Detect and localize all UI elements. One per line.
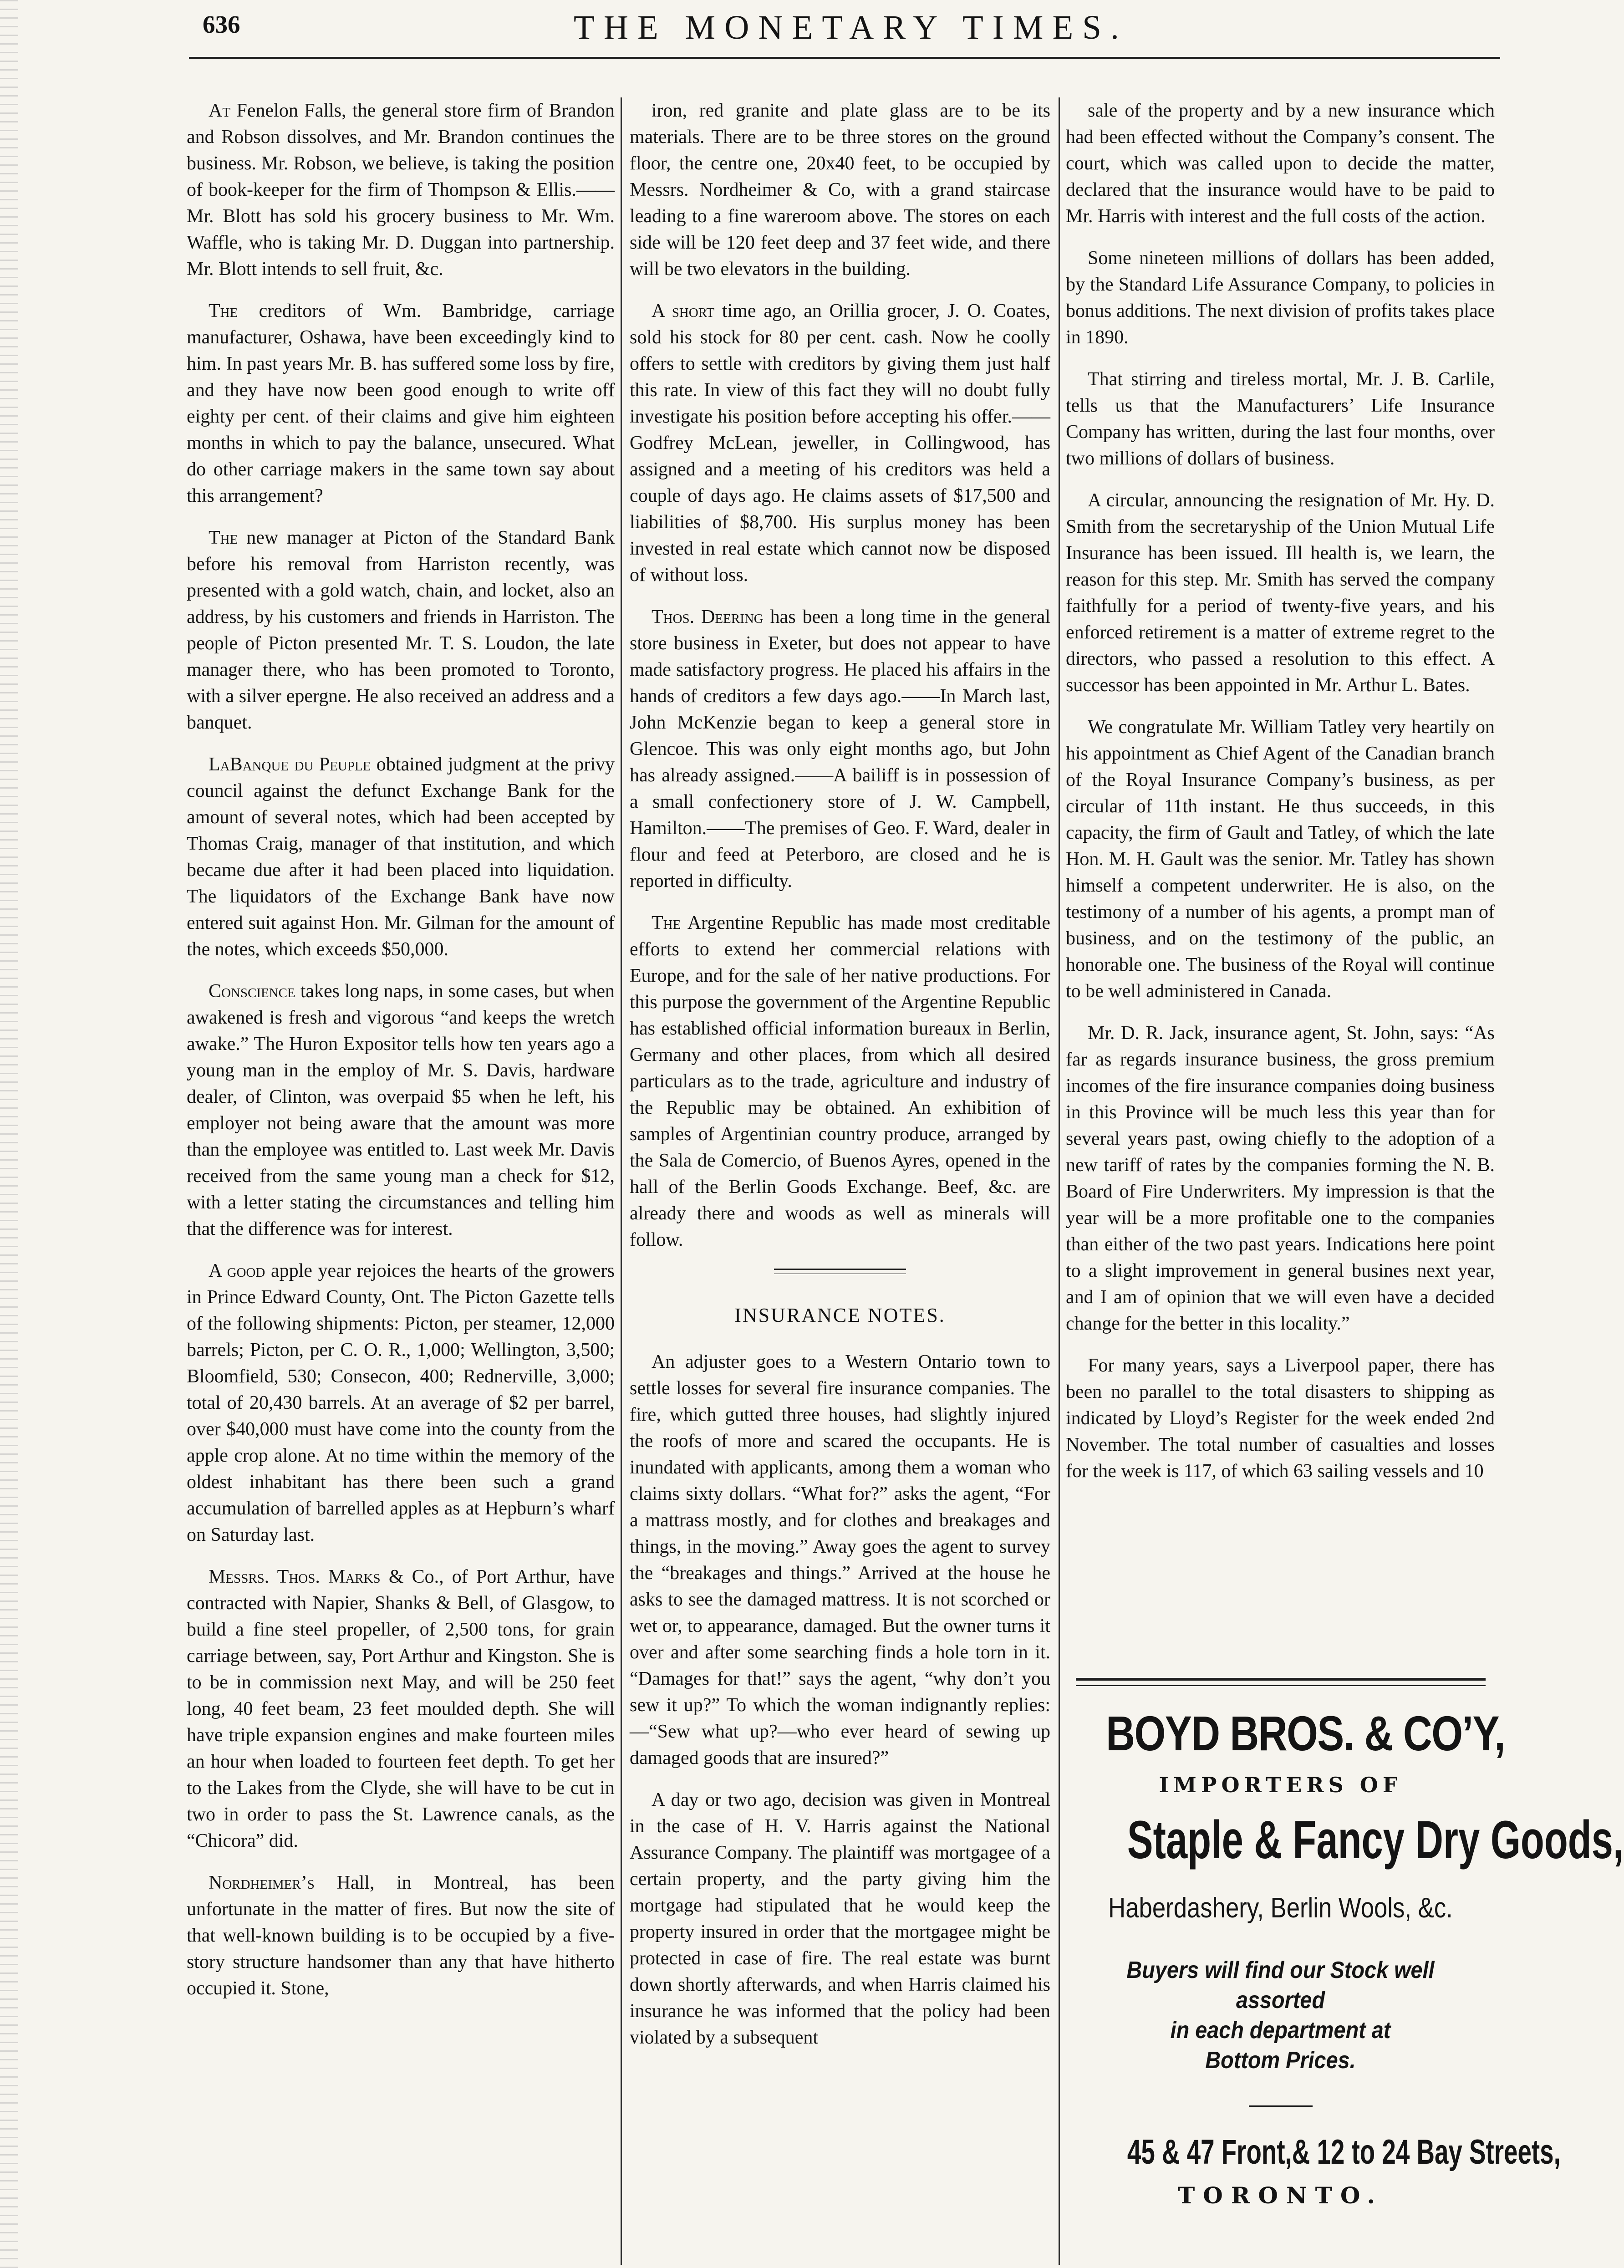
- col3-paragraphs: [1066, 97, 1495, 1484]
- article-paragraph: [1066, 714, 1495, 1004]
- ad-address: 45 & 47 Front,& 12 to 24 Bay Streets,: [1127, 2133, 1561, 2171]
- paragraph-text: An adjuster goes to a Western Ontario town to settle losses for several fire insurance companies. The fire, which gutted three houses, had slightly injured the roofs of more and scared the occupants. He is inundated with applicants, among them a woman who claims sixty dollars. “What for?” asks the agent, “For a mattrass mostly, and for clothes and breakages and things, in the moving.” Away goes the agent to survey the “breakages and things.” Arrived at the house he asks to see the damaged mattress. It is not scorched or wet or, to appearance, damaged. But the owner turns it over and after some searching finds a hole torn in it. “Damages for that!” says the agent, “why don’t you sew it up?” To which the woman indignantly replies:—“Sew what up?—who ever heard of sewing up damaged goods that are insured?”: [630, 1351, 1050, 1769]
- paragraph-lead: LaBanque du Peuple: [209, 754, 371, 775]
- paragraph-text: sale of the property and by a new insurance which had been effected without the Company’s consent. The court, which was called upon to decide the matter, declared that the insurance would have to be paid to Mr. Harris with interest and the full costs of the action.: [1066, 100, 1495, 227]
- paragraph-text: takes long naps, in some cases, but when awakened is fresh and vigorous “and keeps the wretch awake.” The Huron Expositor tells how ten years ago a young man in the employ of Mr. S. Davis, hardware dealer, of Clinton, was overpaid $5 when he left, his employer not being aware that the amount was more than the employee was entitled to. Last week Mr. Davis received from the same young man a check for $12, with a letter stating the circumstances and telling him that the difference was for interest.: [187, 981, 615, 1239]
- scan-margin: [0, 0, 18, 2268]
- article-paragraph: [630, 1787, 1050, 2051]
- article-paragraph: [630, 1349, 1050, 1771]
- insurance-notes-heading: INSURANCE NOTES.: [734, 1304, 946, 1326]
- paragraph-text: obtained judgment at the privy council against the defunct Exchange Bank for the amount of several notes, which had been accepted by Thomas Craig, manager of that institution, and which became due after it had been placed into liquidation. The liquidators of the Exchange Bank have now entered suit against Hon. Mr. Gilman for the amount of the notes, which exceeds $50,000.: [187, 754, 615, 960]
- article-paragraph: [630, 97, 1050, 282]
- paragraph-text: We congratulate Mr. William Tatley very heartily on his appointment as Chief Agent of the Canadian branch of the Royal Insurance Company’s business, as per circular of 11th instant. He thus succeeds, in this capacity, the firm of Gault and Tatley, of which the late Hon. M. H. Gault was the senior. Mr. Tatley has shown himself a competent underwriter. He is also, on the testimony of a number of his agents, a prompt man of business, and on the testimony of the public, an honorable one. The business of the Royal will continue to be well administered in Canada.: [1066, 717, 1495, 1002]
- paragraph-text: has been a long time in the general store business in Exeter, but does not appear to have made satisfactory progress. He placed his affairs in the hands of creditors a few days ago.——In March last, John McKenzie began to keep a general store in Glencoe. This was only eight months ago, but John has already assigned.——A bailiff is in possession of a small confectionery store of J. W. Campbell, Hamilton.——The premises of Geo. F. Ward, dealer in flour and feed at Peterboro, are closed and he is reported in difficulty.: [630, 606, 1050, 892]
- paragraph-lead: The: [209, 527, 238, 548]
- header-rule: [189, 57, 1500, 59]
- article-paragraph: [187, 1258, 615, 1548]
- article-paragraph: [630, 298, 1050, 588]
- page-number: 636: [203, 10, 240, 38]
- column-2: [630, 97, 1050, 2066]
- article-paragraph: [187, 525, 615, 736]
- paragraph-lead: Nordheimer’s: [209, 1872, 315, 1893]
- article-paragraph: [1066, 366, 1495, 472]
- paragraph-text: That stirring and tireless mortal, Mr. J. B. Carlile, tells us that the Manufacturers’ Life Insurance Company has written, during the last four months, over two millions of dollars of business.: [1066, 369, 1495, 469]
- paragraph-lead: The: [652, 912, 681, 933]
- paragraph-text: Some nineteen millions of dollars has been added, by the Standard Life Assurance Company, to policies in bonus additions. The next division of profits takes place in 1890.: [1066, 248, 1495, 348]
- paragraph-lead: Messrs. Thos. Marks: [209, 1566, 381, 1587]
- column-3: [1066, 97, 1495, 1500]
- boyd-bros-advertisement: [1068, 1678, 1624, 2268]
- ad-goods-line: Staple & Fancy Dry Goods,: [1127, 1810, 1624, 1870]
- paragraph-text: A day or two ago, decision was given in Montreal in the case of H. V. Harris against the National Assurance Company. The plaintiff was mortgagee of a certain property, and the party giving him the mortgage had stipulated that he would keep the property insured in order that the mortgagee might be protected in case of fire. The real estate was burnt down shortly afterwards, and when Harris claimed his insurance he was informed that the policy had been violated by a subsequent: [630, 1789, 1050, 2048]
- column-rule-1: [621, 97, 622, 2265]
- paragraph-text: creditors of Wm. Bambridge, carriage manufacturer, Oshawa, have been exceedingly kind to him. In past years Mr. B. has suffered some loss by fire, and they have now been good enough to write off eighty per cent. of their claims and give him eighteen months in which to pay the balance, unsecured. What do other carriage makers in the same town say about this arrangement?: [187, 301, 615, 506]
- article-paragraph: [187, 751, 615, 963]
- article-paragraph: [187, 1564, 615, 1854]
- paragraph-lead: The: [209, 301, 238, 321]
- paragraph-text: Mr. D. R. Jack, insurance agent, St. John, says: “As far as regards insurance business, the gross premium incomes of the fire insurance companies doing business in this Province will be much less this year than for several years past, owing chiefly to the adoption of a new tariff of rates by the companies forming the N. B. Board of Fire Underwriters. My impression is that the year will be a more profitable one to the companies than either of the two past years. Indications here point to a slight improvement in general busines next year, and I am of opinion that we will even have a decided change for the better in this locality.”: [1066, 1023, 1495, 1334]
- article-paragraph: [1066, 1352, 1495, 1484]
- paragraph-text: apple year rejoices the hearts of the growers in Prince Edward County, Ont. The Picton Gazette tells of the following shipments: Picton, per steamer, 12,000 barrels; Picton, per C. O. R., 1,000; Wellington, 3,500; Bloomfield, 530; Consecon, 400; Rednerville, 3,000; total of 20,430 barrels. At an average of $2 per barrel, over $40,000 must have come into the county from the apple crop alone. At no time within the memory of the oldest inhabitant has there been such a grand accumulation of barrelled apples as at Hepburn’s wharf on Saturday last.: [187, 1260, 615, 1545]
- paragraph-text: new manager at Picton of the Standard Bank before his removal from Harriston recently, was presented with a gold watch, chain, and locket, also an address, by his customers and friends in Harriston. The people of Picton presented Mr. T. S. Loudon, the late manager there, who has been promoted to Toronto, with a silver epergne. He also received an address and a banquet.: [187, 527, 615, 733]
- article-paragraph: [187, 978, 615, 1242]
- paragraph-text: Argentine Republic has made most creditable efforts to extend her commercial relations with Europe, and for the sale of her native productions. For this purpose the government of the Argentine Republic has established official information bureaux in Berlin, Germany and other places, from which all desired particulars as to the trade, agriculture and industry of the Republic may be obtained. An exhibition of samples of Argentinian country produce, arranged by the Sala de Comercio, of Buenos Ayres, opened in the hall of the Berlin Goods Exchange. Beef, &c. are already there and woods as well as minerals will follow.: [630, 912, 1050, 1250]
- article-paragraph: [187, 97, 615, 282]
- column-1: [187, 97, 615, 2017]
- col1-paragraphs: [187, 97, 615, 2002]
- paragraph-lead: At: [209, 100, 231, 121]
- article-paragraph: [1066, 97, 1495, 229]
- ad-buyers-text: Buyers will find our Stock well assorted in each department at Bottom Prices.: [1126, 1957, 1435, 2074]
- paragraph-text: time ago, an Orillia grocer, J. O. Coates, sold his stock for 80 per cent. cash. Now he coolly offers to settle with creditors by giving them just half this rate. In view of this fact they will no doubt fully investigate his position before accepting his offer.——Godfrey McLean, jeweller, in Collingwood, has assigned and a meeting of his creditors was held a couple of days ago. He claims assets of $17,500 and liabilities of $8,700. His surplus money has been invested in real estate which cannot now be disposed of without loss.: [630, 301, 1050, 586]
- paragraph-lead: A short: [652, 301, 715, 321]
- paragraph-lead: A good: [209, 1260, 265, 1281]
- section-rule: [774, 1269, 906, 1274]
- article-paragraph: [1066, 487, 1495, 698]
- col2-bottom-paragraphs: [630, 1349, 1050, 2051]
- column-rule-2: [1059, 97, 1060, 2265]
- ad-company-name: BOYD BROS. & CO’Y,: [1106, 1706, 1505, 1761]
- paragraph-text: Hall, in Montreal, has been unfortunate in the matter of fires. But now the site of that well-known building is to be occupied by a five-story structure handsomer than any that have hitherto occupied it. Stone,: [187, 1872, 615, 1999]
- ad-importers-line: IMPORTERS OF: [1159, 1773, 1402, 1797]
- paragraph-text: For many years, says a Liverpool paper, there has been no parallel to the total disasters to shipping as indicated by Lloyd’s Register for the week ended 2nd November. The total number of casualties and losses for the week is 117, of which 63 sailing vessels and 10: [1066, 1355, 1495, 1482]
- article-paragraph: [630, 604, 1050, 894]
- article-paragraph: [187, 298, 615, 509]
- article-paragraph: [630, 910, 1050, 1253]
- paragraph-lead: Conscience: [209, 981, 295, 1002]
- ad-city: TORONTO.: [1178, 2182, 1383, 2209]
- paragraph-text: & Co., of Port Arthur, have contracted with Napier, Shanks & Bell, of Glasgow, to build a fine steel propeller, of 2,500 tons, for grain carriage between, say, Port Arthur and Kingston. She is to be in commission next May, and will be 250 feet long, 40 feet beam, 23 feet moulded depth. She will have triple expansion engines and make fourteen miles an hour when loaded to fourteen feet depth. To get her to the Lakes from the Clyde, she will have to be cut in two in order to pass the St. Lawrence canals, as the “Chicora” did.: [187, 1566, 615, 1851]
- paragraph-text: Fenelon Falls, the general store firm of Brandon and Robson dissolves, and Mr. Brandon continues the business. Mr. Robson, we believe, is taking the position of book-keeper for the firm of Thompson & Ellis.——Mr. Blott has sold his grocery business to Mr. Wm. Waffle, who is taking Mr. D. Duggan into partnership. Mr. Blott intends to sell fruit, &c.: [187, 100, 615, 280]
- paragraph-lead: Thos. Deering: [652, 606, 764, 627]
- paragraph-text: iron, red granite and plate glass are to be its materials. There are to be three stores on the ground floor, the centre one, 20x40 feet, to be occupied by Messrs. Nordheimer & Co, with a grand staircase leading to a fine wareroom above. The stores on each side will be 120 feet deep and 37 feet wide, and there will be two elevators in the building.: [630, 100, 1050, 280]
- col2-top-paragraphs: [630, 97, 1050, 1253]
- article-paragraph: [1066, 1020, 1495, 1337]
- ad-top-rule: [1076, 1678, 1486, 1686]
- paragraph-text: A circular, announcing the resignation of Mr. Hy. D. Smith from the secretaryship of the Union Mutual Life Insurance has been issued. Ill health is, we learn, the reason for this step. Mr. Smith has served the company faithfully for a period of twenty-five years, and his enforced retirement is a matter of extreme regret to the directors, who passed a resolution to this effect. A successor has been appointed in Mr. Arthur L. Bates.: [1066, 490, 1495, 696]
- ad-short-rule: [1249, 2105, 1313, 2107]
- article-paragraph: [187, 1870, 615, 2002]
- ad-haberdashery-line: Haberdashery, Berlin Wools, &c.: [1108, 1892, 1453, 1924]
- article-paragraph: [1066, 245, 1495, 351]
- masthead-title: THE MONETARY TIMES.: [574, 9, 1128, 46]
